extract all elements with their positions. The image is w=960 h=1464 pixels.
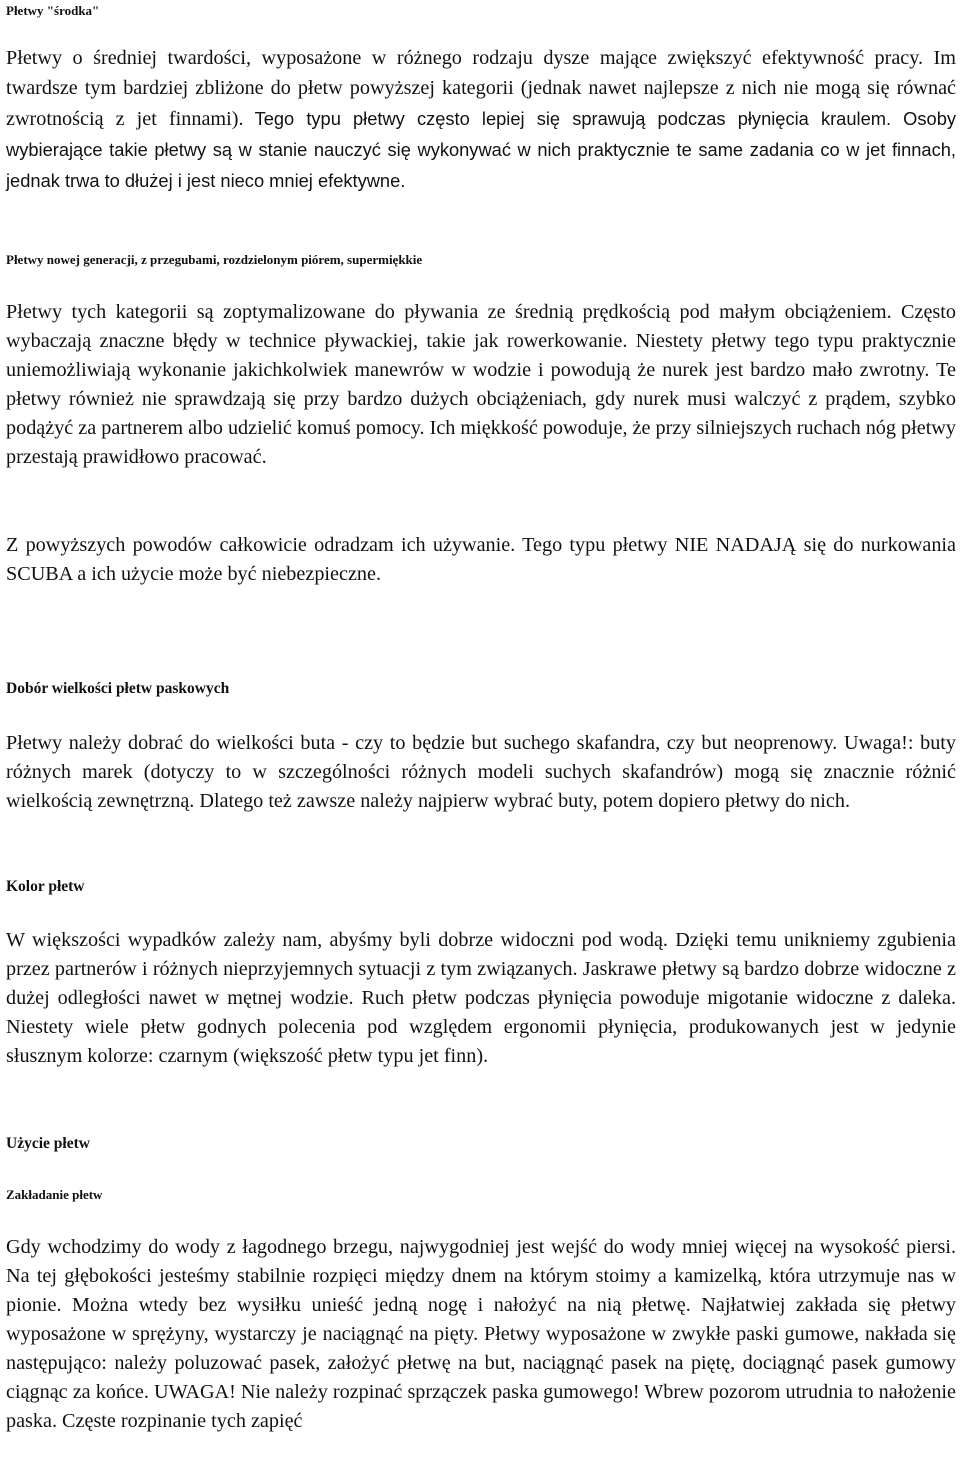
- paragraph-putting-on-fins: Gdy wchodzimy do wody z łagodnego brzegu, najwygodniej jest wejść do wody mniej więcej na wysokość piersi. Na tej głębokości jesteśmy stabilnie rozpięci między dnem na którym stoimy a kamizelką, która utrzymuje nas w pionie. Można wtedy bez wysiłku unieść jedną nogę i nałożyć na nią płetwę. Najłatwiej zakłada się płetwy wyposażone w sprężyny, wystarczy je naciągnąć na pięty. Płetwy wyposażone w zwykłe paski gumowe, nakłada się następująco: należy poluzować pasek, założyć płetwę na but, naciągnąć pasek na piętę, dociągnąć pasek gumowy ciągnąc za końce. UWAGA! Nie należy rozpinać sprzączek paska gumowego! Wbrew pozorom utrudnia to nałożenie paska. Częste rozpinanie tych zapięć: [6, 1236, 956, 1432]
- paragraph-fins-medium-sans: Tego typu płetwy często lepiej się sprawują podczas płynięcia kraulem. Osoby wybierające takie płetwy są w stanie nauczyć się wykonywać w nich praktycznie te same zadania co w jet finnach, jednak trwa to dłużej i jest nieco mniej efektywne.: [6, 108, 957, 191]
- heading-fins-new-generation: Płetwy nowej generacji, z przegubami, rozdzielonym piórem, supermiękkie: [6, 252, 423, 267]
- heading-fin-usage: Użycie płetw: [6, 1135, 90, 1152]
- heading-fins-medium: Płetwy "środka": [6, 3, 100, 18]
- paragraph-warning: Z powyższych powodów całkowicie odradzam ich używanie. Tego typu płetwy NIE NADAJĄ się do nurkowania SCUBA a ich użycie może być niebezpieczne.: [6, 534, 956, 585]
- paragraph-fin-size: Płetwy należy dobrać do wielkości buta - czy to będzie but suchego skafandra, czy but neoprenowy. Uwaga!: buty różnych marek (dotyczy to w szczególności różnych modeli suchych skafandrów) mogą się znacznie różnić wielkością zewnętrzną. Dlatego też zawsze należy najpierw wybrać buty, potem dopiero płetwy do nich.: [6, 732, 956, 812]
- paragraph-fins-medium: [6, 44, 956, 197]
- paragraph-fins-new-generation: Płetwy tych kategorii są zoptymalizowane do pływania ze średnią prędkością pod małym obciążeniem. Często wybaczają znaczne błędy w technice pływackiej, takie jak rowerkowanie. Niestety płetwy tego typu praktycznie uniemożliwiają wykonanie jakichkolwiek manewrów w wodzie i powodują że nurek jest bardzo mało zwrotny. Te płetwy również nie sprawdzają się przy bardzo dużych obciążeniach, gdy nurek musi walczyć z prądem, szybko podążyć za partnerem albo udzielić komuś pomocy. Ich miękkość powoduje, że przy silniejszych ruchach nóg płetwy przestają prawidłowo pracować.: [6, 301, 956, 468]
- heading-fin-color: Kolor płetw: [6, 878, 85, 895]
- heading-fin-size: Dobór wielkości płetw paskowych: [6, 680, 230, 697]
- paragraph-fins-medium-serif: Płetwy o średniej twardości, wyposażone w różnego rodzaju dysze mające zwiększyć efektywność pracy. Im twardsze tym bardziej zbliżone do płetw powyższej kategorii (jednak nawet najlepsze z nich nie mogą się równać zwrotnością z jet finnami).: [6, 47, 956, 130]
- subheading-putting-on-fins: Zakładanie płetw: [6, 1187, 103, 1202]
- paragraph-fin-color: W większości wypadków zależy nam, abyśmy byli dobrze widoczni pod wodą. Dzięki temu unikniemy zgubienia przez partnerów i różnych nieprzyjemnych sytuacji z tym związanych. Jaskrawe płetwy są bardzo dobrze widoczne z dużej odległości nawet w mętnej wodzie. Ruch płetw podczas płynięcia powoduje migotanie widoczne z daleka. Niestety wiele płetw godnych polecenia pod względem ergonomii płynięcia, produkowanych jest w jedynie słusznym kolorze: czarnym (większość płetw typu jet finn).: [6, 929, 956, 1067]
